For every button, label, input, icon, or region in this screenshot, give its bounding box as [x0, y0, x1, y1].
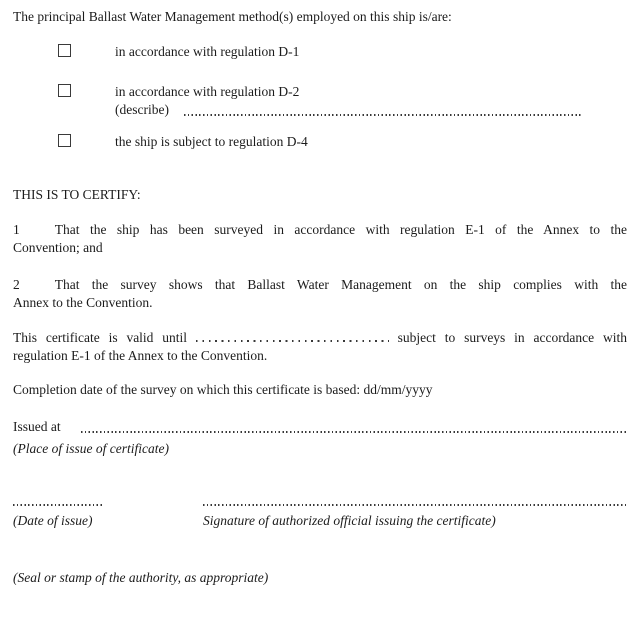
signature-block — [13, 500, 627, 530]
place-of-issue-caption: (Place of issue of certificate) — [13, 441, 169, 456]
option-label-d2 — [115, 83, 627, 119]
signature-column — [203, 500, 627, 530]
option-label-d2-text: in accordance with regulation D-2 — [115, 84, 300, 99]
validity-suffix: subject to surveys in accordance with — [397, 330, 627, 345]
seal-note: (Seal or stamp of the authority, as appropriate) — [13, 570, 269, 585]
certify-heading: THIS IS TO CERTIFY: — [13, 187, 141, 202]
validity-line-1 — [13, 329, 627, 347]
checkbox-regulation-d4[interactable] — [58, 134, 71, 147]
option-label-d1: in accordance with regulation D-1 — [115, 44, 300, 59]
checkbox-regulation-d1[interactable] — [58, 44, 71, 57]
intro-paragraph: The principal Ballast Water Management method(s) employed on this ship is/are: — [13, 9, 452, 24]
clause-2 — [13, 276, 627, 312]
ballast-option-row-d1 — [13, 43, 627, 61]
signature-blank-line[interactable] — [203, 504, 627, 506]
clause-2-number: 2 — [13, 277, 20, 292]
describe-blank-line[interactable] — [184, 114, 581, 116]
clause-2-text: That the survey shows that Ballast Water Management on the ship complies with the — [54, 277, 627, 292]
date-of-issue-blank-line[interactable] — [13, 504, 103, 506]
describe-row — [115, 101, 627, 119]
date-of-issue-column — [13, 500, 203, 530]
checkbox-regulation-d2[interactable] — [58, 84, 71, 97]
clause-1 — [13, 221, 627, 257]
signature-caption: Signature of authorized official issuing the certificate) — [203, 513, 496, 528]
clause-2-line-1 — [13, 276, 627, 294]
issued-at-blank-line[interactable] — [81, 431, 627, 433]
issued-at-line — [13, 418, 627, 436]
ballast-option-row-d2 — [13, 83, 627, 119]
validity-prefix: This certificate is valid until — [13, 330, 188, 345]
date-of-issue-caption: (Date of issue) — [13, 513, 93, 528]
ballast-option-row-d4 — [13, 133, 627, 151]
clause-2-line-2: Annex to the Convention. — [13, 295, 153, 310]
issued-at-label: Issued at — [13, 419, 61, 434]
clause-1-number: 1 — [13, 222, 20, 237]
validity-line-2: regulation E-1 of the Annex to the Convention. — [13, 348, 268, 363]
clause-1-line-2: Convention; and — [13, 240, 103, 255]
describe-label: (describe) — [115, 102, 169, 117]
clause-1-line-1 — [13, 221, 627, 239]
clause-1-text: That the ship has been surveyed in accordance with regulation E-1 of the Annex to the — [54, 222, 627, 237]
completion-paragraph: Completion date of the survey on which this certificate is based: dd/mm/yyyy — [13, 382, 433, 397]
valid-until-blank-line[interactable] — [196, 340, 389, 342]
option-label-d4: the ship is subject to regulation D-4 — [115, 134, 308, 149]
validity-paragraph — [13, 329, 627, 365]
